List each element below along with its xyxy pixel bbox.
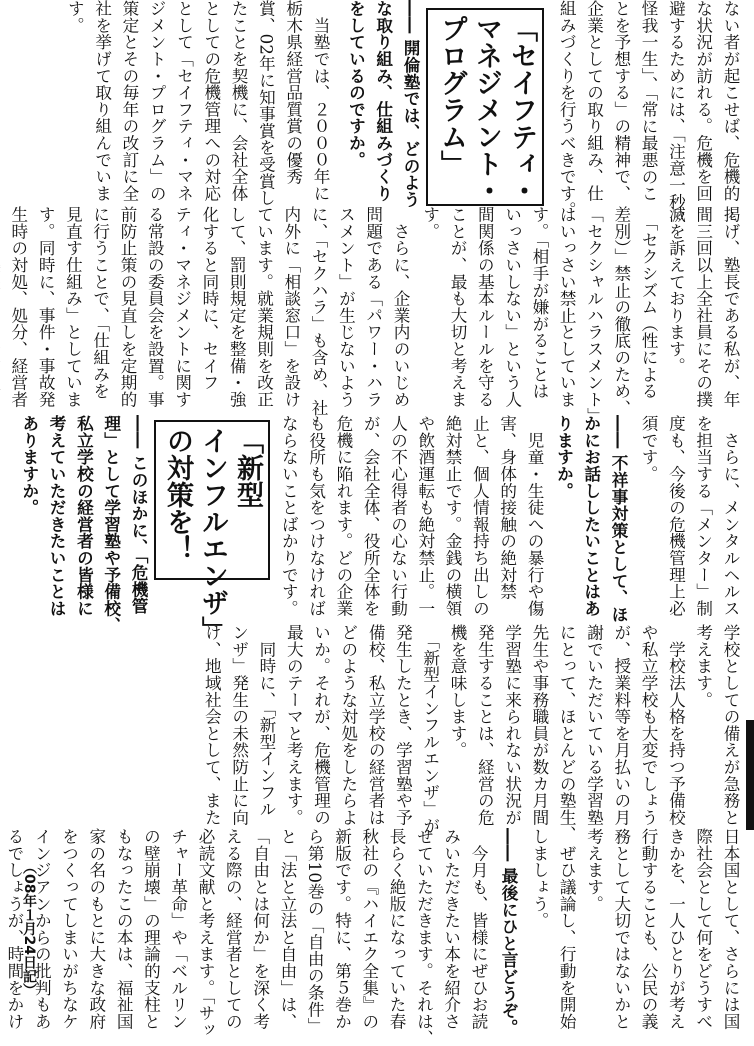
text-line: す。 — [420, 206, 440, 240]
text-line: チャー革命」や「ベルリン — [168, 828, 188, 1030]
text-line: ―― 開倫塾では、どのよう — [401, 0, 420, 208]
question-block — [550, 415, 632, 623]
text-line: 先生や事務職員が数カ月間 — [529, 624, 549, 826]
text-line: いか。それが、危機管理の — [311, 624, 331, 826]
text-line: ―― このほかに、「危機管 — [129, 415, 148, 615]
text-line: の対策を！ — [162, 427, 193, 562]
text-line: 掲げ、塾長である私が、年 — [721, 206, 740, 408]
text-line: るでしょうが、時間をかけ — [4, 828, 24, 1030]
text-line: しましょう。 — [529, 828, 549, 929]
text-line: 害、身体的接触の絶対禁 — [497, 415, 517, 600]
text-line: ぜひ議論し、行動を開始 — [557, 828, 577, 1030]
text-line: ことが、最も大切と考えま — [448, 206, 468, 408]
text-line: 考えていただきたいことは — [47, 415, 67, 617]
text-line: 行動することも、公民の義 — [639, 828, 659, 1030]
text-line: ら第10巻の「自由の条件」 — [305, 828, 325, 1035]
text-line: と「法と立法と自由」は、 — [277, 828, 297, 1030]
text-block — [57, 0, 334, 207]
text-line: 避するためには、「注意一秒、 — [666, 0, 686, 227]
text-block — [0, 624, 744, 843]
text-block — [550, 0, 744, 227]
text-line: 「新型インフルエンザ」が — [420, 624, 440, 835]
text-line: とを予想する」の精神で、 — [611, 0, 631, 202]
text-line: をしているのですか。 — [346, 0, 366, 168]
heading-influenza — [154, 420, 270, 643]
text-line: す。 — [65, 0, 85, 34]
text-line: や飲酒運転も絶対禁止。一 — [415, 415, 435, 617]
text-line: ティ・マネジメントに関す — [172, 206, 192, 408]
text-line: インジアンからの批判もあ — [32, 828, 52, 1030]
text-line: 差別）」禁止の徹底のため、 — [611, 206, 631, 417]
text-line: す。同時に、事件・事故発 — [36, 206, 56, 408]
text-line: 前防止策の見直しを定期的 — [118, 206, 138, 408]
question-block — [492, 828, 522, 1036]
text-line: 「セクシャルハラスメント」 — [584, 206, 604, 425]
text-line: 策定とその毎年の改訂に全 — [119, 0, 139, 202]
text-line: さらに、企業内のいじめ — [391, 206, 410, 408]
text-line: ありますか。 — [19, 415, 39, 516]
text-block — [272, 415, 548, 620]
text-line: せていただきます。それは、 — [414, 828, 434, 1046]
text-line: 怪我一生」、「常に最悪のこ — [639, 0, 659, 202]
text-line: 秋社の『ハイエク全集』の — [359, 828, 379, 1030]
text-line: が、授業料等を月払いの月 — [611, 624, 631, 826]
text-line: の壁崩壊」の理論的支柱と — [141, 828, 161, 1030]
text-line: して、罰則規定を整備・強 — [227, 206, 247, 408]
text-line: 際社会として何をどうすべ — [693, 828, 713, 1030]
text-line: 今月も、皆様にぜひお読 — [469, 828, 488, 1030]
text-line: る常設の委員会を設置。事 — [145, 206, 165, 408]
text-line: 栃木県経営品質賞の優秀 — [283, 0, 303, 185]
text-line — [0, 206, 1, 408]
text-line: 止と、個人情報持ち出しの — [470, 415, 490, 617]
text-line: 絶対禁止です。金銭の横領 — [443, 415, 463, 617]
text-line: 社を挙げて取り組んでいま — [92, 0, 112, 202]
text-line: 「セイフティ・ — [506, 15, 537, 204]
text-line: ジメント・プログラム」の — [147, 0, 167, 202]
heading-safety-program — [426, 8, 544, 206]
text-line: 日本国として、さらには国 — [721, 828, 740, 1030]
text-line: はいっさい禁止としていま — [557, 206, 577, 408]
text-line: 間三回以上全社員にその撲 — [693, 206, 713, 408]
text-line: いっさいしない」という人 — [502, 206, 522, 408]
text-line: も役所も気をつけなければ — [306, 415, 326, 617]
text-line: きかを、一人ひとりが考え — [666, 828, 686, 1030]
text-line: 考えます。 — [693, 624, 713, 708]
text-line: ない者が起こせば、危機的 — [721, 0, 740, 202]
text-line: りますか。 — [554, 415, 574, 499]
text-line: 当塾では、２０００年に — [311, 0, 330, 202]
text-line: 務として大切ではないかと — [611, 828, 631, 1030]
text-line: 滅を訴えております。 — [666, 206, 686, 374]
text-line: 発生することは、経営の危 — [475, 624, 495, 826]
text-line: 度も、今後の危機管理上必 — [666, 415, 686, 617]
date-note: （08年１月24日記） — [21, 860, 37, 997]
text-line: ―― 不祥事対策として、ほ — [609, 415, 628, 623]
text-block — [0, 206, 414, 417]
text-line: ―― 最後にひと言どうぞ。 — [499, 828, 518, 1036]
text-line: 理」として学習塾や予備校、 — [101, 415, 121, 634]
text-line: 生時の対処、処分、経営者 — [8, 206, 28, 408]
text-line: える際の、経営者としての — [223, 828, 243, 1030]
text-line: す。「相手が嫌がることは — [529, 206, 549, 400]
text-line: 新版です。特に、第５巻か — [332, 828, 352, 1030]
text-line: な状況が訪れる。危機を回 — [693, 0, 713, 202]
text-line: さらに、メンタルヘルス — [721, 415, 740, 617]
text-line: 発生したとき、学習塾や予 — [393, 624, 413, 826]
text-line: に、「セクハラ」も含め、社 — [309, 206, 329, 417]
text-line: 児童・生徒への暴行や傷 — [525, 415, 544, 617]
text-line: ンザ」発生の未然防止に向 — [229, 624, 249, 826]
text-line: 機を意味します。 — [448, 624, 468, 759]
text-line: 間関係の基本ルールを守る — [475, 206, 495, 408]
text-line: 「自由とは何か」を深く考 — [250, 828, 270, 1030]
text-line: 化すると同時に、セイフ — [199, 206, 219, 391]
text-line: 謝でいただいている学習塾 — [584, 624, 604, 826]
text-line: 「新型 — [232, 427, 263, 508]
text-line: 最大のテーマと考えます。 — [284, 624, 304, 826]
text-line: 組みづくりを行うべきです。 — [557, 0, 577, 219]
text-line: 問題である「パワー・ハラ — [363, 206, 383, 408]
text-line: 家の名のもとに大きな政府 — [86, 828, 106, 1030]
text-line: 「セクシズム（性による — [639, 206, 659, 400]
text-line: 私立学校の経営者の皆様に — [74, 415, 94, 617]
text-line: 賞、02年に知事賞を受賞し — [256, 0, 276, 207]
text-line: を担当する「メンター」制 — [693, 415, 713, 617]
text-line: な取り組み、仕組みづくり — [373, 0, 393, 202]
text-line: かにお話ししたいことはあ — [581, 415, 601, 617]
text-line: や私立学校も大変でしょう — [639, 624, 659, 826]
text-line: 学校としての備えが急務と — [721, 624, 740, 826]
text-block — [634, 415, 744, 620]
question-block — [336, 0, 424, 208]
text-line: 考えます。 — [584, 828, 604, 912]
margin-marker — [746, 720, 754, 830]
text-line: 学習塾に来られない状況が — [502, 624, 522, 826]
text-line: 見直す仕組み」としていま — [63, 206, 83, 408]
text-line: として「セイフティ・マネ — [174, 0, 194, 202]
text-block — [414, 206, 744, 425]
text-line: 危機に陥れます。どの企業 — [333, 415, 353, 617]
text-block — [524, 828, 744, 1033]
text-line: どのような対処をしたらよ — [338, 624, 358, 826]
text-line: 必読文献と考えます。「サッ — [196, 828, 216, 1039]
text-line: が、会社全体、役所全体を — [361, 415, 381, 617]
text-line: プログラム」 — [436, 15, 467, 177]
text-line: にとって、ほとんどの塾生、 — [557, 624, 577, 843]
text-line: としての危機管理への対応 — [201, 0, 221, 202]
text-line: 企業としての取り組み、仕 — [584, 0, 604, 202]
question-block — [12, 415, 152, 634]
text-line: 同時に、「新型インフル — [256, 624, 276, 818]
text-line: け、地域社会として、また — [202, 624, 222, 826]
text-line: 学校法人格を持つ予備校 — [666, 624, 686, 826]
text-line: インフルエンザ」 — [197, 427, 228, 643]
text-line: 長らく絶版になっていた春 — [387, 828, 407, 1030]
text-line: をつくってしまいがちなケ — [59, 828, 79, 1030]
text-line: ならないことばかりです。 — [279, 415, 299, 617]
text-line: に行うことで、「仕組みを — [90, 206, 110, 400]
text-line: 備校、私立学校の経営者は — [366, 624, 386, 826]
text-line: もなったこの本は、福祉国 — [114, 828, 134, 1030]
text-line: たことを契機に、会社全体 — [229, 0, 249, 202]
text-line: 須です。 — [639, 415, 659, 483]
text-line: みいただきたい本を紹介さ — [441, 828, 461, 1030]
text-line: 内外に「相談窓口」を設け — [281, 206, 301, 408]
text-line: スメント」が生じないよう — [336, 206, 356, 408]
text-line: ています。就業規則を改正 — [254, 206, 274, 408]
text-line: 人の不心得者の心ない行動 — [388, 415, 408, 617]
text-line: マネジメント・ — [471, 15, 502, 204]
